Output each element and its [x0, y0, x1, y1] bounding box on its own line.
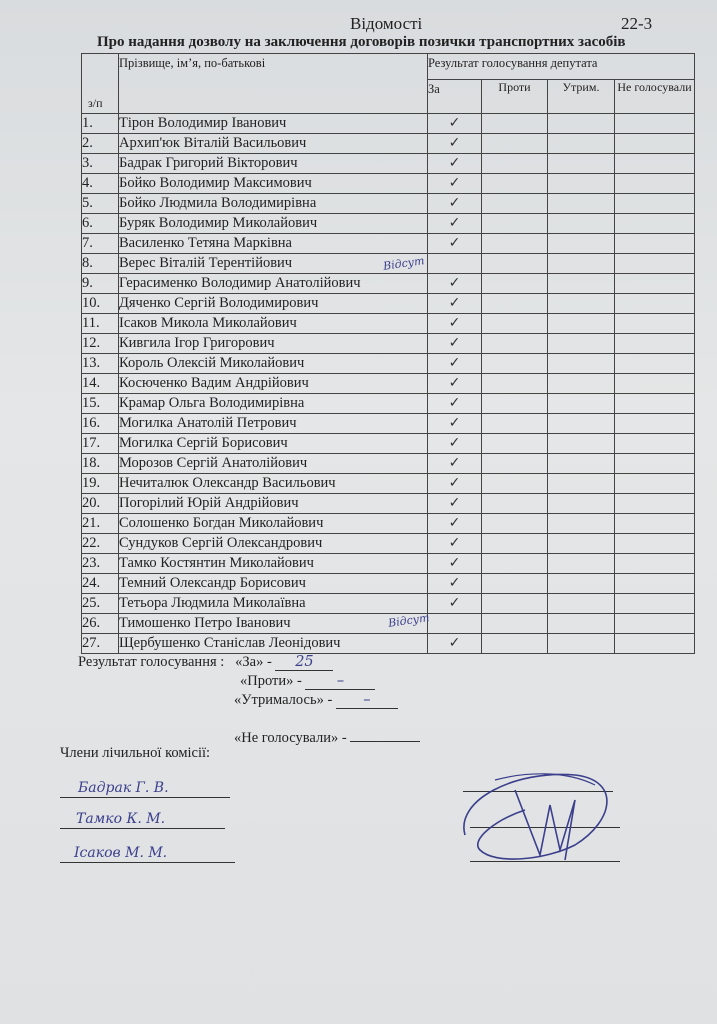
- signature-line-1: [60, 797, 230, 798]
- vote-cell-against: [482, 254, 548, 274]
- row-number: 17.: [82, 434, 119, 454]
- vote-cell-not-voted: [615, 474, 695, 494]
- deputy-name: Герасименко Володимир Анатолійович: [119, 274, 428, 294]
- summary-for: [78, 654, 333, 671]
- table-row: [82, 514, 695, 534]
- table-row: [82, 174, 695, 194]
- table-row: [82, 234, 695, 254]
- vote-cell-not-voted: [615, 354, 695, 374]
- row-number: 24.: [82, 574, 119, 594]
- table-row: [82, 574, 695, 594]
- row-number: 9.: [82, 274, 119, 294]
- vote-cell-for: ✓: [428, 474, 482, 494]
- vote-table: [81, 53, 695, 654]
- table-row: [82, 594, 695, 614]
- vote-cell-for: ✓: [428, 134, 482, 154]
- vote-cell-abstain: [548, 294, 615, 314]
- deputy-name: Бойко Володимир Максимович: [119, 174, 428, 194]
- vote-cell-abstain: [548, 314, 615, 334]
- deputy-name: Король Олексій Миколайович: [119, 354, 428, 374]
- vote-cell-for: ✓: [428, 414, 482, 434]
- vote-cell-abstain: [548, 394, 615, 414]
- vote-cell-for: ✓: [428, 394, 482, 414]
- row-number: 12.: [82, 334, 119, 354]
- vote-cell-not-voted: [615, 134, 695, 154]
- summary-against-value: –: [305, 673, 375, 690]
- table-row: [82, 154, 695, 174]
- deputy-name: Косюченко Вадим Андрійович: [119, 374, 428, 394]
- vote-cell-for: ✓: [428, 534, 482, 554]
- table-row: [82, 374, 695, 394]
- vote-cell-abstain: [548, 454, 615, 474]
- vote-cell-not-voted: [615, 334, 695, 354]
- vote-cell-against: [482, 294, 548, 314]
- absent-note-row-26: Відсут: [387, 611, 431, 630]
- row-number: 27.: [82, 634, 119, 654]
- vote-cell-abstain: [548, 434, 615, 454]
- col-header-result: Результат голосування депутата: [428, 54, 695, 80]
- vote-cell-not-voted: [615, 554, 695, 574]
- row-number: 5.: [82, 194, 119, 214]
- col-header-against: Проти: [482, 80, 548, 114]
- deputy-name: Верес Віталій Терентійович: [119, 254, 428, 274]
- deputy-name: Сундуков Сергій Олександрович: [119, 534, 428, 554]
- vote-cell-for: ✓: [428, 234, 482, 254]
- vote-cell-for: ✓: [428, 454, 482, 474]
- vote-cell-against: [482, 134, 548, 154]
- vote-rows: [82, 114, 695, 654]
- summary-for-value: 25: [275, 654, 333, 671]
- deputy-name: Ісаков Микола Миколайович: [119, 314, 428, 334]
- vote-cell-abstain: [548, 174, 615, 194]
- table-row: [82, 554, 695, 574]
- deputy-name: Нечиталюк Олександр Васильович: [119, 474, 428, 494]
- vote-cell-against: [482, 494, 548, 514]
- table-row: [82, 474, 695, 494]
- col-header-num: з/п: [82, 54, 119, 114]
- vote-cell-against: [482, 394, 548, 414]
- summary-abstain-value: –: [336, 692, 398, 709]
- summary-abstain-label: «Утрималось» -: [234, 692, 333, 708]
- row-number: 3.: [82, 154, 119, 174]
- table-row: [82, 414, 695, 434]
- vote-cell-for: ✓: [428, 634, 482, 654]
- vote-cell-not-voted: [615, 394, 695, 414]
- vote-cell-abstain: [548, 514, 615, 534]
- vote-cell-abstain: [548, 414, 615, 434]
- vote-cell-for: ✓: [428, 514, 482, 534]
- vote-cell-against: [482, 574, 548, 594]
- vote-cell-for: ✓: [428, 214, 482, 234]
- table-row: [82, 274, 695, 294]
- vote-cell-not-voted: [615, 534, 695, 554]
- summary-not-voted-value: [350, 726, 420, 742]
- vote-cell-against: [482, 614, 548, 634]
- vote-cell-against: [482, 594, 548, 614]
- vote-cell-for: ✓: [428, 174, 482, 194]
- deputy-name: Морозов Сергій Анатолійович: [119, 454, 428, 474]
- vote-cell-for: [428, 614, 482, 634]
- table-row: [82, 434, 695, 454]
- vote-cell-abstain: [548, 234, 615, 254]
- vote-cell-not-voted: [615, 194, 695, 214]
- deputy-name: Тимошенко Петро Іванович: [119, 614, 428, 634]
- vote-cell-against: [482, 534, 548, 554]
- deputy-name: Василенко Тетяна Марківна: [119, 234, 428, 254]
- deputy-name: Могилка Анатолій Петрович: [119, 414, 428, 434]
- vote-cell-not-voted: [615, 234, 695, 254]
- vote-cell-against: [482, 634, 548, 654]
- vote-cell-abstain: [548, 114, 615, 134]
- vote-cell-for: ✓: [428, 114, 482, 134]
- table-row: [82, 294, 695, 314]
- col-header-not-voted: Не голосували: [615, 80, 695, 114]
- vote-cell-abstain: [548, 634, 615, 654]
- vote-cell-against: [482, 374, 548, 394]
- vote-cell-not-voted: [615, 274, 695, 294]
- row-number: 10.: [82, 294, 119, 314]
- row-number: 13.: [82, 354, 119, 374]
- vote-cell-for: ✓: [428, 314, 482, 334]
- vote-cell-for: ✓: [428, 554, 482, 574]
- vote-cell-abstain: [548, 494, 615, 514]
- table-row: [82, 454, 695, 474]
- vote-cell-abstain: [548, 334, 615, 354]
- vote-cell-not-voted: [615, 634, 695, 654]
- row-number: 15.: [82, 394, 119, 414]
- row-number: 1.: [82, 114, 119, 134]
- vote-cell-abstain: [548, 134, 615, 154]
- signature-line-3: [60, 862, 235, 863]
- deputy-name: Кивгила Ігор Григорович: [119, 334, 428, 354]
- vote-cell-abstain: [548, 614, 615, 634]
- row-number: 19.: [82, 474, 119, 494]
- vote-cell-abstain: [548, 594, 615, 614]
- deputy-name: Дяченко Сергій Володимирович: [119, 294, 428, 314]
- vote-cell-abstain: [548, 274, 615, 294]
- vote-cell-against: [482, 234, 548, 254]
- table-row: [82, 114, 695, 134]
- row-number: 25.: [82, 594, 119, 614]
- vote-cell-for: ✓: [428, 354, 482, 374]
- table-row: [82, 534, 695, 554]
- absent-note-row-8: Відсут: [382, 254, 426, 273]
- row-number: 21.: [82, 514, 119, 534]
- summary-not-voted: [234, 726, 420, 747]
- vote-cell-not-voted: [615, 574, 695, 594]
- deputy-name: Щербушенко Станіслав Леонідович: [119, 634, 428, 654]
- summary-not-voted-label: «Не голосували» -: [234, 730, 347, 746]
- document-title: Відомості: [350, 14, 423, 33]
- vote-cell-for: ✓: [428, 594, 482, 614]
- vote-cell-against: [482, 414, 548, 434]
- vote-cell-not-voted: [615, 594, 695, 614]
- vote-cell-abstain: [548, 354, 615, 374]
- vote-cell-for: [428, 254, 482, 274]
- vote-cell-not-voted: [615, 254, 695, 274]
- vote-cell-not-voted: [615, 294, 695, 314]
- vote-cell-for: ✓: [428, 494, 482, 514]
- vote-cell-not-voted: [615, 114, 695, 134]
- vote-cell-against: [482, 434, 548, 454]
- vote-cell-not-voted: [615, 154, 695, 174]
- vote-cell-not-voted: [615, 214, 695, 234]
- vote-cell-abstain: [548, 574, 615, 594]
- document-subject: Про надання дозволу на заключення договорів позички транспортних засобів: [97, 34, 626, 50]
- table-row: [82, 314, 695, 334]
- vote-cell-not-voted: [615, 414, 695, 434]
- vote-cell-against: [482, 354, 548, 374]
- deputy-name: Бойко Людмила Володимирівна: [119, 194, 428, 214]
- table-row: [82, 354, 695, 374]
- deputy-name: Крамар Ольга Володимирівна: [119, 394, 428, 414]
- summary-against: [240, 673, 375, 690]
- deputy-name: Погорілий Юрій Андрійович: [119, 494, 428, 514]
- col-header-name: Прізвище, ім’я, по-батькові: [119, 54, 428, 114]
- vote-cell-against: [482, 114, 548, 134]
- table-row: [82, 194, 695, 214]
- signature-line-2: [60, 828, 225, 829]
- commission-member-3: Ісаков М. М.: [74, 845, 168, 861]
- table-row: [82, 394, 695, 414]
- vote-cell-against: [482, 334, 548, 354]
- table-row: [82, 494, 695, 514]
- commission-member-1: Бадрак Г. В.: [78, 780, 169, 796]
- vote-cell-against: [482, 174, 548, 194]
- vote-cell-not-voted: [615, 514, 695, 534]
- vote-cell-for: ✓: [428, 274, 482, 294]
- table-row: [82, 214, 695, 234]
- vote-cell-for: ✓: [428, 334, 482, 354]
- commission-member-2: Тамко К. М.: [76, 811, 166, 827]
- vote-cell-for: ✓: [428, 574, 482, 594]
- deputy-name: Тамко Костянтин Миколайович: [119, 554, 428, 574]
- vote-cell-against: [482, 274, 548, 294]
- vote-cell-against: [482, 554, 548, 574]
- document-number: 22-3: [621, 14, 653, 33]
- row-number: 2.: [82, 134, 119, 154]
- vote-cell-not-voted: [615, 314, 695, 334]
- vote-cell-abstain: [548, 374, 615, 394]
- vote-cell-for: ✓: [428, 374, 482, 394]
- row-number: 7.: [82, 234, 119, 254]
- vote-cell-for: ✓: [428, 154, 482, 174]
- vote-cell-abstain: [548, 474, 615, 494]
- row-number: 22.: [82, 534, 119, 554]
- row-number: 18.: [82, 454, 119, 474]
- commission-label: Члени лічильної комісії:: [60, 745, 211, 761]
- vote-cell-abstain: [548, 154, 615, 174]
- row-number: 4.: [82, 174, 119, 194]
- deputy-name: Буряк Володимир Миколайович: [119, 214, 428, 234]
- row-number: 6.: [82, 214, 119, 234]
- vote-cell-against: [482, 154, 548, 174]
- deputy-name: Солошенко Богдан Миколайович: [119, 514, 428, 534]
- table-row: [82, 334, 695, 354]
- deputy-name: Темний Олександр Борисович: [119, 574, 428, 594]
- vote-cell-abstain: [548, 534, 615, 554]
- vote-cell-not-voted: [615, 374, 695, 394]
- row-number: 14.: [82, 374, 119, 394]
- row-number: 26.: [82, 614, 119, 634]
- table-row: [82, 134, 695, 154]
- row-number: 11.: [82, 314, 119, 334]
- deputy-name: Тірон Володимир Іванович: [119, 114, 428, 134]
- vote-cell-against: [482, 214, 548, 234]
- summary-against-label: «Проти» -: [240, 673, 302, 689]
- vote-cell-abstain: [548, 554, 615, 574]
- row-number: 20.: [82, 494, 119, 514]
- vote-cell-not-voted: [615, 614, 695, 634]
- row-number: 16.: [82, 414, 119, 434]
- col-header-abstain: Утрим.: [548, 80, 615, 114]
- vote-cell-for: ✓: [428, 434, 482, 454]
- vote-cell-not-voted: [615, 454, 695, 474]
- deputy-name: Архип'юк Віталій Васильович: [119, 134, 428, 154]
- vote-cell-not-voted: [615, 434, 695, 454]
- table-row: [82, 634, 695, 654]
- vote-cell-against: [482, 194, 548, 214]
- summary-abstain: [234, 692, 398, 709]
- summary-label: Результат голосування :: [78, 654, 225, 670]
- vote-cell-against: [482, 314, 548, 334]
- vote-cell-abstain: [548, 214, 615, 234]
- vote-cell-against: [482, 454, 548, 474]
- col-header-for: За: [428, 80, 482, 114]
- vote-cell-for: ✓: [428, 294, 482, 314]
- vote-cell-for: ✓: [428, 194, 482, 214]
- row-number: 23.: [82, 554, 119, 574]
- vote-cell-against: [482, 474, 548, 494]
- deputy-name: Могилка Сергій Борисович: [119, 434, 428, 454]
- vote-cell-abstain: [548, 254, 615, 274]
- vote-cell-against: [482, 514, 548, 534]
- deputy-name: Тетьора Людмила Миколаївна: [119, 594, 428, 614]
- vote-cell-not-voted: [615, 494, 695, 514]
- deputy-name: Бадрак Григорий Вікторович: [119, 154, 428, 174]
- row-number: 8.: [82, 254, 119, 274]
- handwritten-signature: [455, 760, 635, 870]
- summary-for-label: «За» -: [235, 654, 272, 670]
- vote-cell-abstain: [548, 194, 615, 214]
- vote-cell-not-voted: [615, 174, 695, 194]
